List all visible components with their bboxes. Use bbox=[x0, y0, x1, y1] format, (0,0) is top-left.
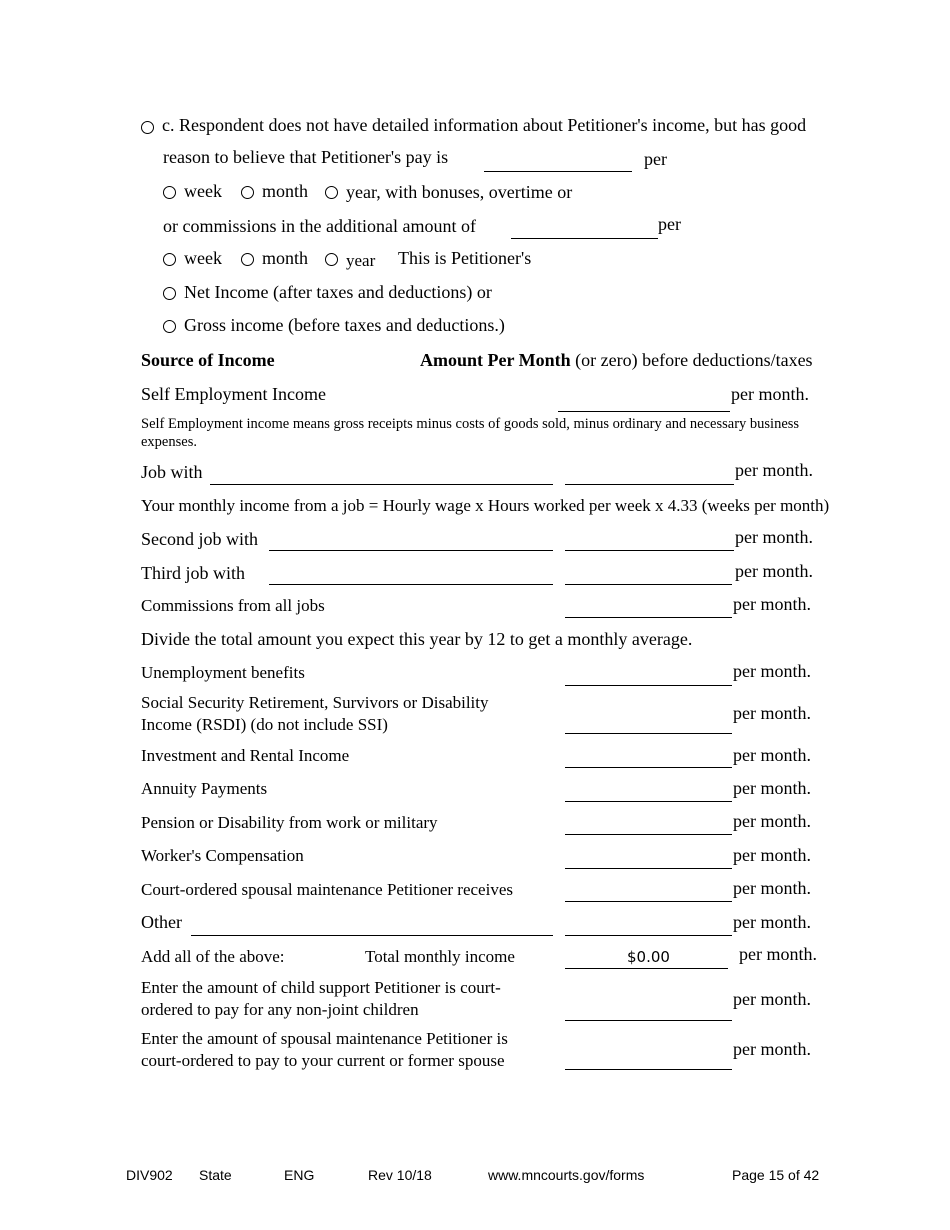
child-support-amount-field[interactable] bbox=[565, 1020, 732, 1021]
self-employment-note: Self Employment income means gross receipts minus costs of goods sold, minus ordinary and necessary business expenses. bbox=[141, 416, 800, 450]
per-label: per bbox=[644, 149, 667, 169]
option-c-line1: c. Respondent does not have detailed information about Petitioner's income, but has good bbox=[162, 115, 807, 135]
pay-year-radio[interactable] bbox=[325, 186, 338, 199]
unemployment-label: Unemployment benefits bbox=[141, 663, 305, 682]
per-month-label: per month. bbox=[733, 778, 811, 798]
per-month-label: per month. bbox=[731, 384, 809, 404]
additional-amount-field[interactable] bbox=[511, 238, 658, 239]
spousal-receives-label: Court-ordered spousal maintenance Petitioner receives bbox=[141, 880, 513, 899]
footer-state: State bbox=[199, 1167, 232, 1183]
spousal-pay-label-line2: court-ordered to pay to your current or former spouse bbox=[141, 1051, 505, 1070]
investment-amount-field[interactable] bbox=[565, 767, 732, 768]
total-monthly-income-value[interactable]: $0.00 bbox=[627, 948, 670, 966]
rsdi-label-line1: Social Security Retirement, Survivors or Disability bbox=[141, 693, 489, 712]
per-month-label: per month. bbox=[733, 745, 811, 765]
footer-url[interactable]: www.mncourts.gov/forms bbox=[488, 1167, 645, 1183]
job-amount-field[interactable] bbox=[565, 484, 734, 485]
third-job-employer-field[interactable] bbox=[269, 584, 553, 585]
pay-week-radio[interactable] bbox=[163, 186, 176, 199]
self-employment-label: Self Employment Income bbox=[141, 384, 326, 404]
add-all-label: Add all of the above: bbox=[141, 947, 285, 966]
per-month-label: per month. bbox=[733, 989, 811, 1009]
unemployment-amount-field[interactable] bbox=[565, 685, 732, 686]
this-is-petitioners-label: This is Petitioner's bbox=[398, 248, 532, 268]
net-income-radio[interactable] bbox=[163, 287, 176, 300]
per-month-label: per month. bbox=[733, 1039, 811, 1059]
pension-amount-field[interactable] bbox=[565, 834, 732, 835]
job-with-label: Job with bbox=[141, 462, 203, 482]
job-formula-note: Your monthly income from a job = Hourly wage x Hours worked per week x 4.33 (weeks per month) bbox=[141, 496, 830, 515]
option-c-line2: reason to believe that Petitioner's pay is bbox=[163, 147, 449, 167]
commissions-label: Commissions from all jobs bbox=[141, 596, 325, 615]
self-employment-amount-field[interactable] bbox=[558, 411, 730, 412]
total-monthly-income-label: Total monthly income bbox=[365, 947, 515, 966]
option-c-radio[interactable] bbox=[141, 121, 154, 134]
additional-year-label: year bbox=[346, 251, 376, 270]
per-month-label: per month. bbox=[733, 811, 811, 831]
per-month-label: per month. bbox=[733, 661, 811, 681]
rsdi-label-line2: Income (RSDI) (do not include SSI) bbox=[141, 715, 388, 734]
amount-heading-rest: (or zero) before deductions/taxes bbox=[575, 350, 813, 370]
per-month-label: per month. bbox=[735, 561, 813, 581]
third-job-label: Third job with bbox=[141, 563, 245, 583]
per-month-label: per month. bbox=[735, 527, 813, 547]
per-label-2: per bbox=[658, 214, 681, 234]
commissions-line-label: or commissions in the additional amount of bbox=[163, 216, 476, 236]
pay-week-label: week bbox=[184, 181, 222, 201]
net-income-label: Net Income (after taxes and deductions) or bbox=[184, 282, 492, 302]
second-job-employer-field[interactable] bbox=[269, 550, 553, 551]
other-amount-field[interactable] bbox=[565, 935, 732, 936]
footer-language: ENG bbox=[284, 1167, 315, 1183]
third-job-amount-field[interactable] bbox=[565, 584, 732, 585]
pay-month-radio[interactable] bbox=[241, 186, 254, 199]
amount-heading-bold: Amount Per Month bbox=[420, 350, 571, 370]
second-job-label: Second job with bbox=[141, 529, 258, 549]
rsdi-amount-field[interactable] bbox=[565, 733, 732, 734]
per-month-label: per month. bbox=[739, 944, 817, 964]
other-label: Other bbox=[141, 912, 182, 932]
spousal-pay-label-line1: Enter the amount of spousal maintenance Petitioner is bbox=[141, 1029, 508, 1048]
footer-revision: Rev 10/18 bbox=[368, 1167, 432, 1183]
per-month-label: per month. bbox=[733, 912, 811, 932]
per-month-label: per month. bbox=[733, 703, 811, 723]
pay-year-label: year, with bonuses, overtime or bbox=[346, 182, 573, 202]
job-employer-field[interactable] bbox=[210, 484, 553, 485]
second-job-amount-field[interactable] bbox=[565, 550, 734, 551]
footer-form-id: DIV902 bbox=[126, 1167, 173, 1183]
per-month-label: per month. bbox=[733, 594, 811, 614]
additional-year-radio[interactable] bbox=[325, 253, 338, 266]
annuity-label: Annuity Payments bbox=[141, 779, 268, 798]
pension-label: Pension or Disability from work or military bbox=[141, 813, 438, 832]
total-amount-line bbox=[565, 968, 728, 969]
divide-note: Divide the total amount you expect this year by 12 to get a monthly average. bbox=[141, 629, 693, 649]
spousal-receives-amount-field[interactable] bbox=[565, 901, 732, 902]
additional-week-radio[interactable] bbox=[163, 253, 176, 266]
annuity-amount-field[interactable] bbox=[565, 801, 732, 802]
additional-month-label: month bbox=[262, 248, 309, 268]
other-source-field[interactable] bbox=[191, 935, 553, 936]
spousal-pay-amount-field[interactable] bbox=[565, 1069, 732, 1070]
child-support-label-line1: Enter the amount of child support Petitioner is court- bbox=[141, 978, 501, 997]
footer-page-number: Page 15 of 42 bbox=[732, 1167, 820, 1183]
source-of-income-heading: Source of Income bbox=[141, 350, 275, 370]
commissions-amount-field[interactable] bbox=[565, 617, 732, 618]
per-month-label: per month. bbox=[733, 878, 811, 898]
investment-label: Investment and Rental Income bbox=[141, 746, 350, 765]
pay-amount-field[interactable] bbox=[484, 171, 632, 172]
per-month-label: per month. bbox=[733, 845, 811, 865]
child-support-label-line2: ordered to pay for any non-joint children bbox=[141, 1000, 419, 1019]
amount-per-month-heading bbox=[420, 350, 813, 371]
pay-month-label: month bbox=[262, 181, 309, 201]
additional-week-label: week bbox=[184, 248, 222, 268]
additional-month-radio[interactable] bbox=[241, 253, 254, 266]
per-month-label: per month. bbox=[735, 460, 813, 480]
workers-comp-amount-field[interactable] bbox=[565, 868, 732, 869]
gross-income-label: Gross income (before taxes and deductions.) bbox=[184, 315, 505, 335]
gross-income-radio[interactable] bbox=[163, 320, 176, 333]
workers-comp-label: Worker's Compensation bbox=[141, 846, 304, 865]
